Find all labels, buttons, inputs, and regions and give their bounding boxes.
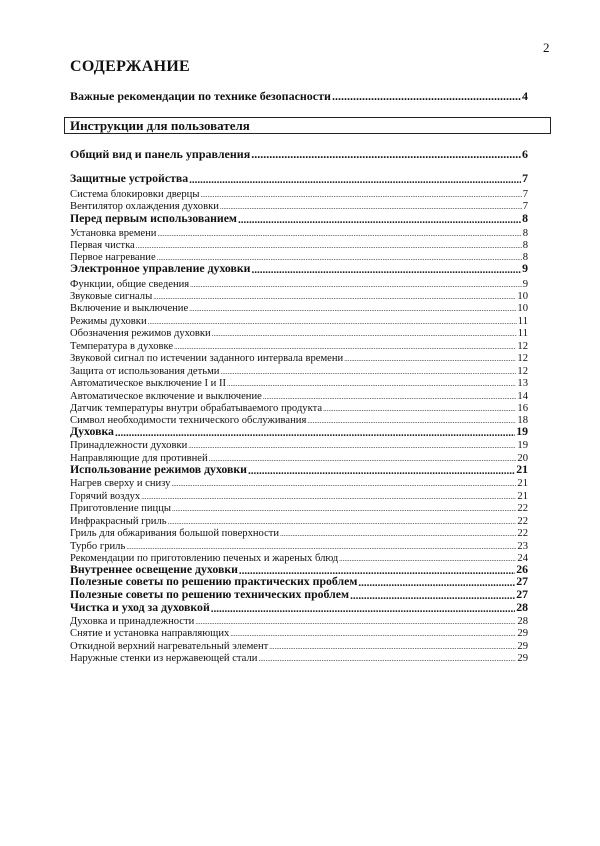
toc-page: 10 — [517, 303, 528, 314]
toc-label: Включение и выключение — [70, 303, 189, 314]
toc-subentry — [70, 325, 528, 339]
toc-subentry — [70, 198, 528, 212]
toc-label: Рекомендации по приготовлению печеных и жареных блюд — [70, 553, 339, 564]
dot-leader — [189, 174, 521, 186]
toc-label: Духовка и принадлежности — [70, 616, 195, 627]
toc-entry-safety — [70, 90, 528, 104]
toc-label: Защита от использования детьми — [70, 366, 220, 377]
toc-subentry — [70, 437, 528, 451]
toc-label: Режимы духовки — [70, 316, 147, 327]
toc-label: Автоматическое включение и выключение — [70, 391, 262, 402]
page-title: СОДЕРЖАНИЕ — [70, 58, 191, 75]
toc-label: Полезные советы по решению практических проблем — [70, 575, 358, 588]
toc-label: Полезные советы по решению технических проблем — [70, 588, 350, 601]
toc-page: 11 — [517, 316, 528, 327]
toc-label: Вентилятор охлаждения духовки — [70, 201, 219, 212]
toc-heading-entry — [70, 575, 528, 589]
toc-label: Нагрев сверху и снизу — [70, 478, 171, 489]
toc-page: 14 — [517, 391, 528, 402]
toc-page: 10 — [517, 291, 528, 302]
toc-page: 18 — [517, 415, 528, 426]
toc-page: 27 — [516, 588, 528, 601]
dot-leader — [258, 655, 516, 664]
toc-label: Функции, общие сведения — [70, 279, 190, 290]
toc-label: Установка времени — [70, 228, 157, 239]
toc-page: 9 — [522, 262, 528, 275]
toc-subentry — [70, 350, 528, 364]
toc-page: 21 — [517, 478, 528, 489]
toc-page: 20 — [517, 453, 528, 464]
toc-subentry — [70, 300, 528, 314]
toc-page: 4 — [522, 90, 528, 103]
toc-label: Чистка и уход за духовкой — [70, 601, 210, 614]
toc-page: 16 — [517, 403, 528, 414]
toc-page: 24 — [517, 553, 528, 564]
toc-label: Звуковые сигналы — [70, 291, 153, 302]
page-number: 2 — [543, 40, 550, 55]
toc-label: Снятие и установка направляющих — [70, 628, 230, 639]
toc-page: 26 — [516, 563, 528, 576]
toc-page: 19 — [517, 440, 528, 451]
toc-label: Автоматическое выключение I и II — [70, 378, 227, 389]
toc-page: 6 — [522, 148, 528, 161]
toc-subentry — [70, 525, 528, 539]
toc-label: Духовка — [70, 425, 114, 438]
toc-page: 7 — [522, 172, 528, 185]
toc-label: Электронное управление духовки — [70, 262, 251, 275]
toc-label: Использование режимов духовки — [70, 463, 247, 476]
toc-label: Первая чистка — [70, 240, 135, 251]
section-heading: Инструкции для пользователя — [64, 117, 551, 134]
toc-label: Датчик температуры внутри обрабатываемого продукта — [70, 403, 323, 414]
toc-label: Температура в духовке — [70, 341, 174, 352]
toc-page: 8 — [522, 228, 528, 239]
toc-label: Приготовление пиццы — [70, 503, 171, 514]
dot-leader — [220, 203, 522, 212]
toc-page: 23 — [517, 541, 528, 552]
toc-page: 22 — [517, 516, 528, 527]
toc-page: 21 — [516, 463, 528, 476]
dot-leader — [251, 148, 521, 162]
toc-label: Обозначения режимов духовки — [70, 328, 211, 339]
toc-subentry — [70, 650, 528, 664]
toc-label: Горячий воздух — [70, 491, 141, 502]
toc-entry-overview — [70, 148, 528, 162]
toc-subentry — [70, 249, 528, 263]
toc-heading-entry — [70, 588, 528, 602]
toc-page: 8 — [522, 252, 528, 263]
toc-page: 28 — [516, 601, 528, 614]
toc-page: 12 — [517, 353, 528, 364]
toc-heading-entry — [70, 212, 528, 226]
toc-subentry — [70, 375, 528, 389]
toc-page: 12 — [517, 366, 528, 377]
toc-page: 19 — [516, 425, 528, 438]
toc-label: Звуковой сигнал по истечении заданного интервала времени — [70, 353, 344, 364]
toc-subentry — [70, 550, 528, 564]
toc-page: 28 — [517, 616, 528, 627]
toc-label: Откидной верхний нагревательный элемент — [70, 641, 269, 652]
toc-label: Символ необходимости технического обслуживания — [70, 415, 307, 426]
toc-label: Наружные стенки из нержавеющей стали — [70, 653, 258, 664]
toc-label: Важные рекомендации по технике безопасности — [70, 90, 331, 103]
toc-subentry — [70, 412, 528, 426]
dot-leader — [251, 264, 521, 276]
toc-page: 27 — [516, 575, 528, 588]
toc-label: Принадлежности духовки — [70, 440, 188, 451]
dot-leader — [332, 90, 521, 104]
toc-label: Внутреннее освещение духовки — [70, 563, 238, 576]
toc-label: Перед первым использованием — [70, 212, 237, 225]
toc-page: 13 — [517, 378, 528, 389]
toc-page: 8 — [522, 212, 528, 225]
toc-page: 12 — [517, 341, 528, 352]
toc-page: 29 — [517, 641, 528, 652]
toc-label: Защитные устройства — [70, 172, 189, 185]
toc-label: Общий вид и панель управления — [70, 148, 251, 161]
toc-heading-entry — [70, 172, 528, 186]
toc-page: 29 — [517, 628, 528, 639]
toc-subentry — [70, 625, 528, 639]
toc-page: 11 — [517, 328, 528, 339]
toc-label: Гриль для обжаривания большой поверхности — [70, 528, 280, 539]
toc-page: 8 — [522, 240, 528, 251]
toc-label: Система блокировки дверцы — [70, 189, 200, 200]
toc-page: 9 — [522, 279, 528, 290]
toc-label: Турбо гриль — [70, 541, 126, 552]
toc-heading-entry — [70, 262, 528, 276]
toc-page: 22 — [517, 503, 528, 514]
toc-label: Первое нагревание — [70, 252, 156, 263]
toc-subentry — [70, 475, 528, 489]
toc-page: 22 — [517, 528, 528, 539]
toc-label: Направляющие для противней — [70, 453, 208, 464]
toc-page: 7 — [522, 189, 528, 200]
toc-page: 21 — [517, 491, 528, 502]
toc-subentry — [70, 500, 528, 514]
toc-subentry — [70, 450, 528, 464]
toc-label: Инфракрасный гриль — [70, 516, 167, 527]
toc-page: 7 — [522, 201, 528, 212]
toc-page: 29 — [517, 653, 528, 664]
